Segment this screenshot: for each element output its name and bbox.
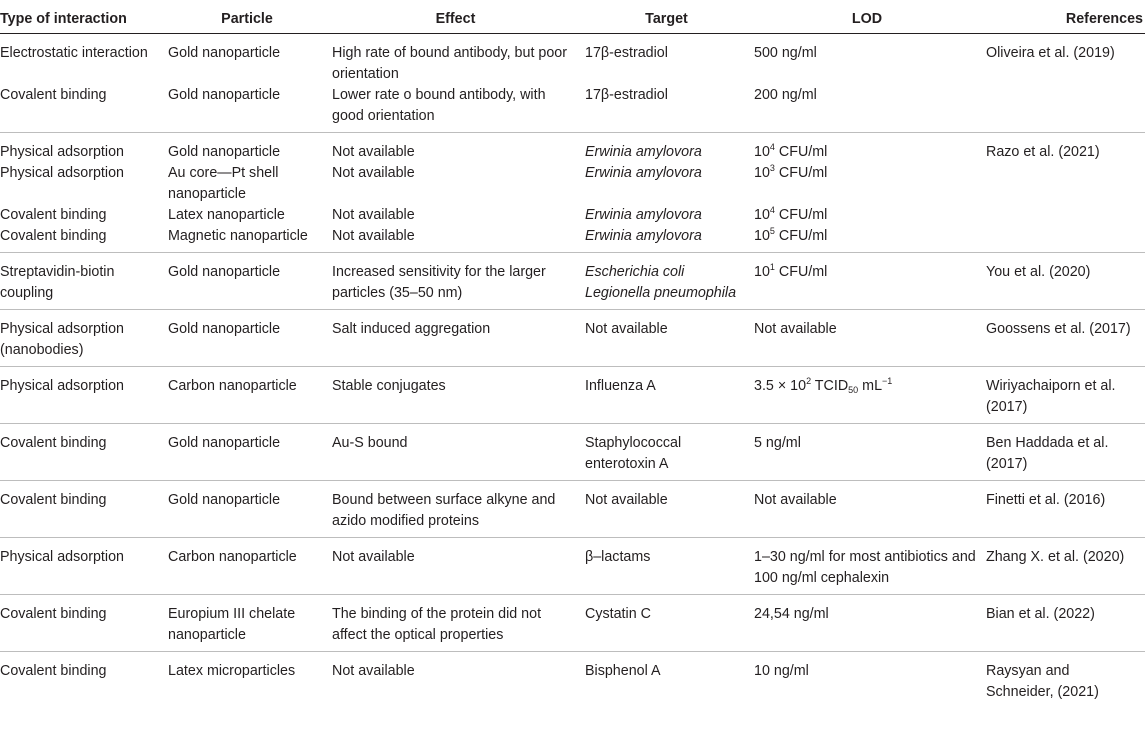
- cell-reference: Razo et al. (2021): [986, 144, 1100, 160]
- cell-target: Escherichia coli Legionella pneumophila: [585, 253, 754, 310]
- cell-particle: Europium III chelate nanoparticle: [168, 595, 332, 652]
- table-row: [0, 595, 1145, 652]
- cell-effect: Not available: [332, 144, 415, 160]
- cell-effect: Not available: [332, 663, 415, 679]
- cell-reference: Oliveira et al. (2019): [986, 45, 1115, 61]
- cell-lod: 24,54 ng/ml: [754, 595, 986, 652]
- cell-reference: [986, 85, 1145, 133]
- table-row: [0, 85, 1145, 133]
- cell-target: Not available: [585, 310, 754, 367]
- cell-target: Erwinia amylovora: [585, 226, 754, 253]
- cell-reference: [986, 205, 1145, 226]
- cell-particle: Magnetic nanoparticle: [168, 226, 332, 253]
- cell-reference: Ben Haddada et al. (2017): [986, 424, 1145, 481]
- cell-type: Physical adsorption: [0, 367, 168, 424]
- cell-type: Covalent binding: [0, 226, 168, 253]
- cell-effect: Bound between surface alkyne and azido modified proteins: [332, 481, 585, 538]
- cell-particle: Gold nanoparticle: [168, 45, 281, 61]
- cell-effect: Not available: [332, 207, 415, 223]
- cell-effect: Lower rate o bound antibody, with good orientation: [332, 85, 585, 133]
- cell-effect: Stable conjugates: [332, 367, 585, 424]
- table-row: [0, 133, 1145, 164]
- cell-effect: Not available: [332, 538, 585, 595]
- cell-particle: Latex nanoparticle: [168, 207, 285, 223]
- table-row: [0, 253, 1145, 310]
- cell-reference: Finetti et al. (2016): [986, 481, 1145, 538]
- header-target: Target: [585, 0, 754, 34]
- cell-particle: Latex microparticles: [168, 663, 296, 679]
- cell-effect: The binding of the protein did not affect the optical properties: [332, 595, 585, 652]
- cell-effect: Not available: [332, 226, 585, 253]
- cell-lod: 500 ng/ml: [754, 45, 817, 61]
- cell-reference: [986, 226, 1145, 253]
- table-row: [0, 163, 1145, 205]
- cell-reference: [986, 163, 1145, 205]
- header-row: [0, 0, 1145, 34]
- cell-target: Influenza A: [585, 367, 754, 424]
- cell-reference: Bian et al. (2022): [986, 595, 1145, 652]
- cell-lod: $10^4$ CFU/ml: [754, 142, 828, 160]
- cell-target: Not available: [585, 481, 754, 538]
- cell-type: Covalent binding: [0, 595, 168, 652]
- cell-type: Covalent binding: [0, 207, 107, 223]
- cell-lod: $10^3$ CFU/ml: [754, 163, 828, 181]
- cell-target: Erwinia amylovora: [585, 207, 702, 223]
- cell-target: Cystatin C: [585, 595, 754, 652]
- cell-type: Electrostatic interaction: [0, 45, 148, 61]
- cell-particle: Au core—Pt shell nanoparticle: [168, 165, 279, 202]
- table-row: [0, 424, 1145, 481]
- cell-particle: Gold nanoparticle: [168, 253, 332, 310]
- cell-particle: Gold nanoparticle: [168, 481, 332, 538]
- cell-reference: You et al. (2020): [986, 253, 1145, 310]
- cell-effect: Au-S bound: [332, 424, 585, 481]
- table-row: [0, 652, 1145, 709]
- cell-target: Erwinia amylovora: [585, 165, 702, 181]
- header-particle: Particle: [168, 0, 332, 34]
- cell-lod: 1–30 ng/ml for most antibiotics and 100 ng/ml cephalexin: [754, 538, 986, 595]
- header-lod: LOD: [754, 0, 986, 34]
- cell-reference: Wiriyachaiporn et al. (2017): [986, 367, 1145, 424]
- cell-type: Physical adsorption: [0, 538, 168, 595]
- cell-type: Physical adsorption: [0, 165, 124, 181]
- cell-type: Covalent binding: [0, 481, 168, 538]
- cell-lod: 200 ng/ml: [754, 85, 986, 133]
- cell-particle: Gold nanoparticle: [168, 310, 332, 367]
- cell-type: Streptavidin-biotin coupling: [0, 253, 168, 310]
- table-row: [0, 226, 1145, 253]
- cell-effect: Increased sensitivity for the larger particles (35–50 nm): [332, 253, 585, 310]
- table-row: [0, 34, 1145, 86]
- cell-effect: Not available: [332, 165, 415, 181]
- cell-particle: Carbon nanoparticle: [168, 538, 332, 595]
- table-row: [0, 205, 1145, 226]
- header-type: Type of interaction: [0, 0, 168, 34]
- cell-lod: $10^5$ CFU/ml: [754, 226, 986, 253]
- cell-target: 17β-estradiol: [585, 45, 668, 61]
- cell-lod: $10^1$ CFU/ml: [754, 253, 986, 310]
- cell-lod: 10 ng/ml: [754, 663, 809, 679]
- cell-effect: Salt induced aggregation: [332, 310, 585, 367]
- cell-type: Physical adsorption: [0, 144, 124, 160]
- header-effect: Effect: [332, 0, 585, 34]
- cell-reference: Zhang X. et al. (2020): [986, 538, 1145, 595]
- cell-reference: Goossens et al. (2017): [986, 310, 1145, 367]
- cell-lod: $10^4$ CFU/ml: [754, 205, 828, 223]
- table-row: [0, 481, 1145, 538]
- cell-target: β–lactams: [585, 538, 754, 595]
- cell-lod: 5 ng/ml: [754, 424, 986, 481]
- table-row: [0, 310, 1145, 367]
- cell-lod: Not available: [754, 310, 986, 367]
- cell-type: Covalent binding: [0, 663, 107, 679]
- cell-type: Physical adsorption (nanobodies): [0, 310, 168, 367]
- cell-particle: Gold nanoparticle: [168, 144, 281, 160]
- cell-target: Erwinia amylovora: [585, 144, 702, 160]
- cell-particle: Gold nanoparticle: [168, 424, 332, 481]
- cell-target: Bisphenol A: [585, 663, 661, 679]
- header-references: References: [986, 0, 1145, 34]
- cell-effect: High rate of bound antibody, but poor orientation: [332, 45, 568, 82]
- cell-lod: Not available: [754, 481, 986, 538]
- cell-type: Covalent binding: [0, 85, 168, 133]
- cell-particle: Gold nanoparticle: [168, 85, 332, 133]
- cell-type: Covalent binding: [0, 424, 168, 481]
- cell-lod: $3.5 \times 10^2$ $TCID_{50}$ $mL^{-1}$: [754, 367, 986, 424]
- cell-target: Staphylococcal enterotoxin A: [585, 424, 754, 481]
- table-row: [0, 367, 1145, 424]
- table-row: [0, 538, 1145, 595]
- cell-target: 17β-estradiol: [585, 85, 754, 133]
- cell-reference: Raysyan and Schneider, (2021): [986, 663, 1099, 700]
- cell-particle: Carbon nanoparticle: [168, 367, 332, 424]
